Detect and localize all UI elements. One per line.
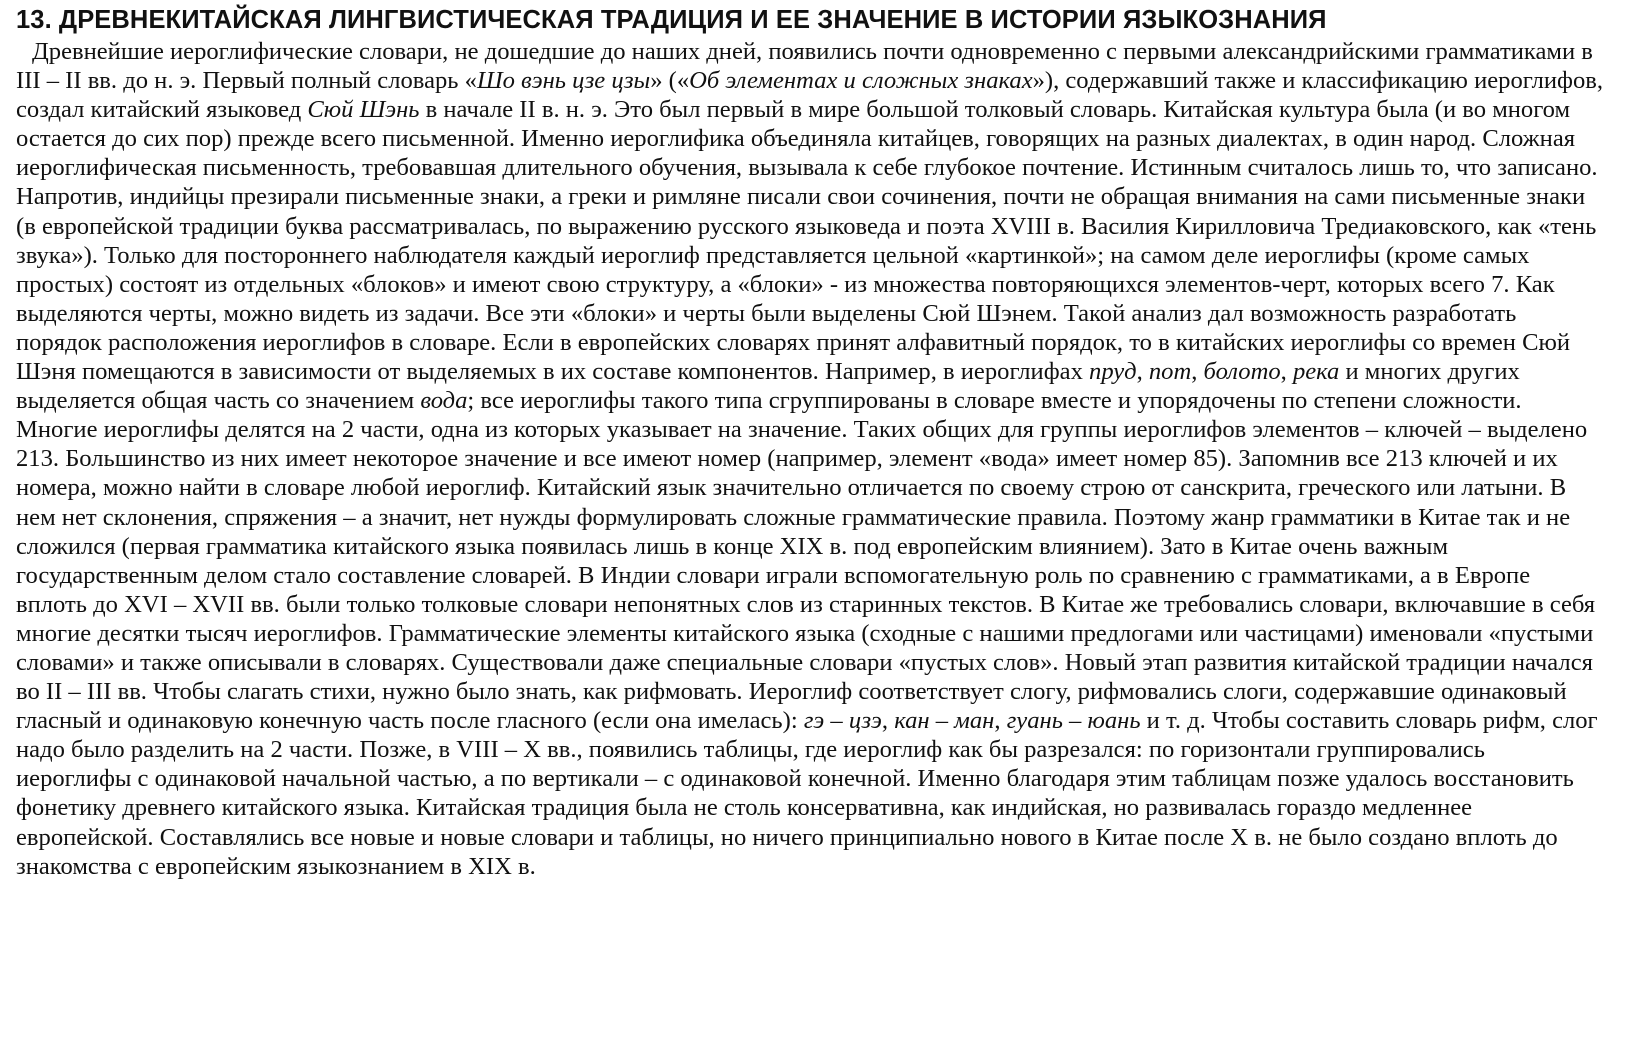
text-run: , [1280,358,1293,386]
italic-term: пот [1148,358,1192,386]
text-run: Древнейшие иероглифические словари, не дошедшие до наших дней, появились почти одновременно с первыми александрийскими грамматиками в III – II вв. до н. э. Первый полный словарь « [16,38,1593,95]
text-run: в начале II в. н. э. Это был первый в мире большой толковый словарь. Китайская культура была (и во многом остается до сих пор) прежде всего письменной. Именно иероглифика объединяла китайцев, говорящих на разных диалектах, в один народ. Сложная иероглифическая письменность, требовавшая длительного обучения, вызывала к себе глубокое почтение. Истинным считалось лишь то, что записано. Напротив, индийцы презирали письменные знаки, а греки и римляне писали свои сочинения, почти не обращая внимания на сами письменные знаки (в европейской традиции буква рассматривалась, по выражению русского языковеда и поэта XVIII в. Василия Кирилловича Тредиаковского, как «тень звука»). Только для постороннего наблюдателя каждый иероглиф представляется цельной «картинкой»; на самом деле иероглифы (кроме самых простых) состоят из отдельных «блоков» и имеют свою структуру, а «блоки» - из множества повторяющихся элементов-черт, которых всего 7. Как выделяются черты, можно видеть из задачи. Все эти «блоки» и черты были выделены Сюй Шэнем. Такой анализ дал возможность разработать порядок расположения иероглифов в словаре. Если в европейских словарях принят алфавитный порядок, то в китайских иероглифы со времен Сюй Шэня помещаются в зависимости от выделяемых в их составе компонентов. Например, в иероглифах [16,96,1598,386]
text-run: , [1136,358,1149,386]
italic-term: болото [1203,358,1281,386]
italic-term: вода [420,387,468,415]
text-run: и т. д. Чтобы составить словарь рифм, слог надо было разделить на 2 части. Позже, в VIII – X вв., появились таблицы, где иероглиф как бы разрезался: по горизонтали группировались иероглифы с одинаковой начальной частью, а по вертикали – с одинаковой конечной. Именно благодаря этим таблицам позже удалось восстановить фонетику древнего китайского языка. Китайская традиция была не столь консервативна, как индийская, но развивалась гораздо медленнее европейской. Составлялись все новые и новые словари и таблицы, но ничего принципиально нового в Китае после X в. не было создано вплоть до знакомства с европейским языкознанием в XIX в. [16,707,1598,880]
text-run: »), содержавший также и классификацию иероглифов, создал китайский языковед [16,67,1604,124]
italic-term: гуань – юань [1006,707,1141,735]
body-paragraph [16,37,1606,881]
text-run: , [1191,358,1204,386]
italic-term: река [1292,358,1340,386]
text-run: » (« [650,67,690,95]
italic-term: Об элементах и сложных знаках [689,67,1033,95]
text-run: , [994,707,1007,735]
text-run: ; все иероглифы такого типа сгруппированы в словаре вместе и упорядочены по степени сложности. Многие иероглифы делятся на 2 части, одна из которых указывает на значение. Таких общих для группы иероглифов элементов – ключей – выделено 213. Большинство из них имеет некоторое значение и все имеют номер (например, элемент «вода» имеет номер 85). Запомнив все 213 ключей и их номера, можно найти в словаре любой иероглиф. Китайский язык значительно отличается по своему строю от санскрита, греческого или латыни. В нем нет склонения, спряжения – а значит, нет нужды формулировать сложные грамматические правила. Поэтому жанр грамматики в Китае так и не сложился (первая грамматика китайского языка появилась лишь в конце XIX в. под европейским влиянием). Зато в Китае очень важным государственным делом стало составление словарей. В Индии словари играли вспомогательную роль по сравнению с грамматиками, а в Европе вплоть до XVI – XVII вв. были только толковые словари непонятных слов из старинных текстов. В Китае же требовались словари, включавшие в себя многие десятки тысяч иероглифов. Грамматические элементы китайского языка (сходные с нашими предлогами или частицами) именовали «пустыми словами» и также описывали в словарях. Существовали даже специальные словари «пустых слов». Новый этап развития китайской традиции начался во II – III вв. Чтобы слагать стихи, нужно было знать, как рифмовать. Иероглиф соответствует слогу, рифмовались слоги, содержавшие одинаковый гласный и одинаковую конечную часть после гласного (если она имелась): [16,387,1596,735]
text-run: , [881,707,895,735]
text-run: и многих других выделяется общая часть со значением [16,358,1520,415]
section-title: 13. ДРЕВНЕКИТАЙСКАЯ ЛИНГВИСТИЧЕСКАЯ ТРАДИЦИЯ И ЕЕ ЗНАЧЕНИЕ В ИСТОРИИ ЯЗЫКОЗНАНИЯ [16,6,1327,34]
italic-term: пруд [1089,358,1137,386]
italic-term: Шо вэнь цзе цзы [476,67,651,95]
italic-term: кан – ман [894,707,995,735]
italic-term: Сюй Шэнь [307,96,420,124]
italic-term: гэ – цзэ [803,707,882,735]
